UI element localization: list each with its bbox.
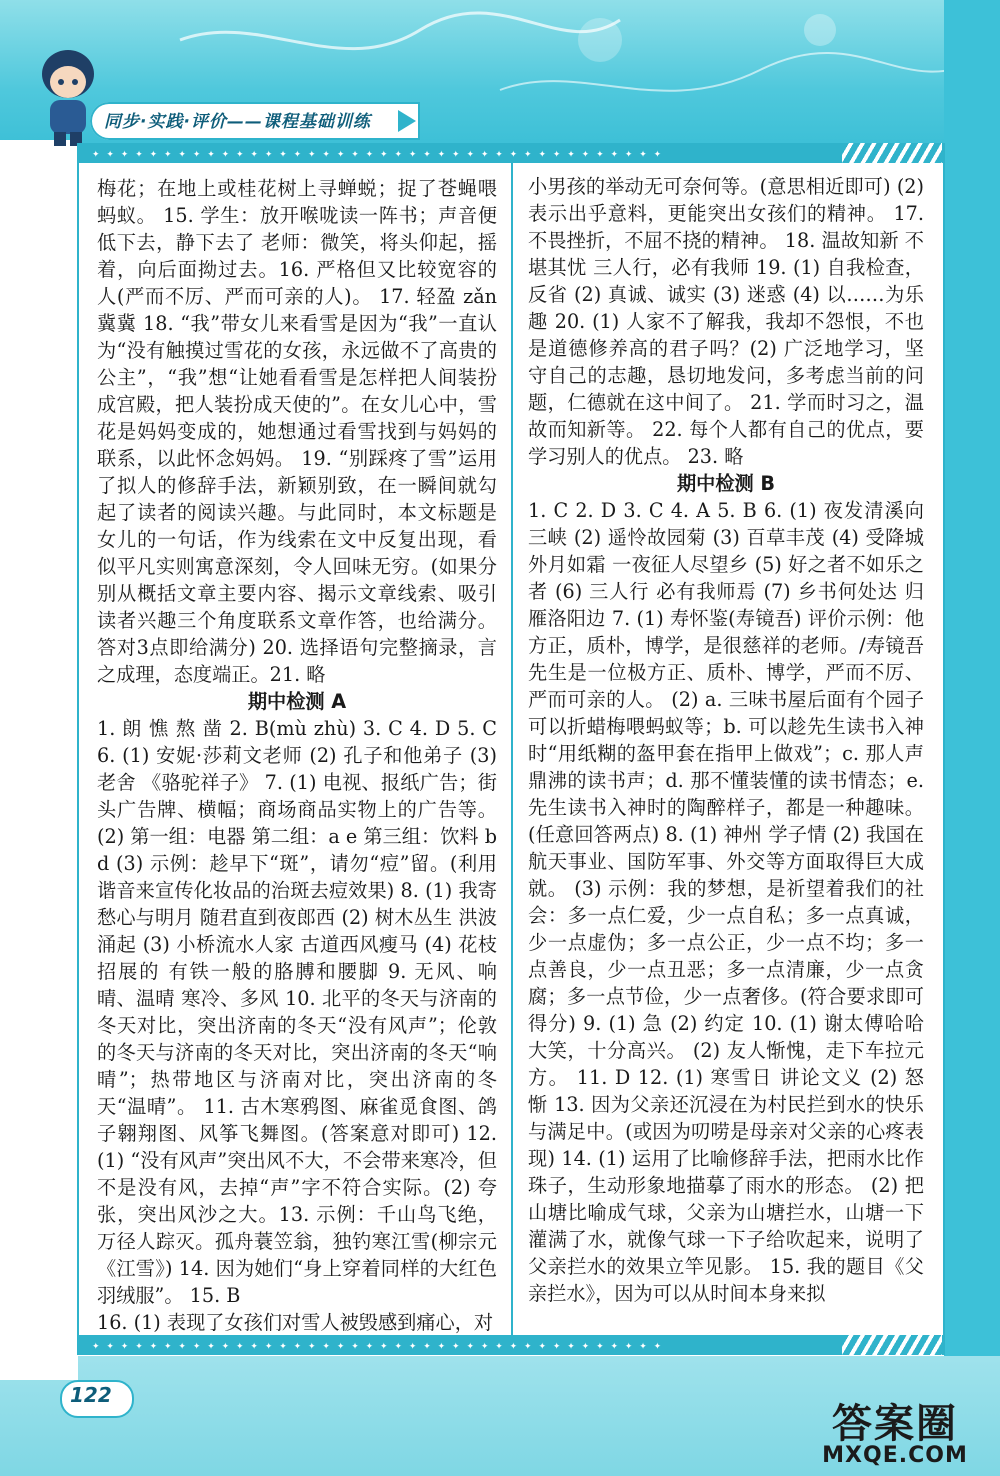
left-margin [0,140,78,1380]
section-heading: 期中检测 A [247,690,347,713]
watermark-url: MXQE.COM [822,1443,968,1468]
series-title: 同步·实践·评价——课程基础训练 [104,112,371,132]
answer-paragraph: 1. 朗 憔 熬 凿 2. B(mù zhù) 3. C 4. D 5. C 6. (1) 安妮·莎莉文老师 (2) 孔子和他弟子 (3) 老舍 《骆驼祥子》 7. (1) 电视、报纸广告；街头广告牌、横幅；商场商品实物上的广告等。 (2) 第一组：电器 第二组：a e 第三组：饮料 b d (3) 示例：趁早下“斑”，请勿“痘”留。(利用谐音来宣传化妆品的治斑去痘效果) 8. (1) 我寄愁心与明月 随君直到夜郎西 (2) 树木丛生 洪波涌起 (3) 小桥流水人家 古道西风瘦马 (4) 花枝招展的 有铁一般的胳膊和腰脚 9. 无风、响晴、温晴 寒冷、多风 10. 北平的冬天与济南的冬天对比，突出济南的冬天“没有风声”；伦敦的冬天与济南的冬天对比，突出济南的冬天“响晴”；热带地区与济南对比，突出济南的冬天“温晴”。 11. 古木寒鸦图、麻雀觅食图、鸽子翱翔图、风筝飞舞图。(答案意对即可) 12. (1) “没有风声”突出风不大，不会带来寒冷，但不是没有风，去掉“声”字不符合实际。(2) 夸张，突出风沙之大。13. 示例：千山鸟飞绝，万径人踪灭。孤舟蓑笠翁，独钓寒江雪(柳宗元《江雪》) 14. 因为她们“身上穿着同样的大红色羽绒服”。 15. B [97,717,497,1307]
answer-paragraph: 1. C 2. D 3. C 4. A 5. B 6. (1) 夜发清溪向三峡 (2) 遥怜故园菊 (3) 百草丰茂 (4) 受降城外月如霜 一夜征人尽望乡 (5) 好之者不如乐之者 (6) 三人行 必有我师焉 (7) 乡书何处达 归雁洛阳边 7. (1) 寿怀鉴(寿镜吾) 评价示例：他方正，质朴，博学，是很慈祥的老师。/寿镜吾先生是一位极方正、质朴、博学，严而不厉、严而可亲的人。 (2) a. 三味书屋后面有个园子可以折蜡梅喂蚂蚁等；b. 可以趁先生读书入神时“用纸糊的盔甲套在指甲上做戏”；c. 那人声鼎沸的读书声；d. 那不懂装懂的读书情态；e. 先生读书入神时的陶醉样子，都是一种趣味。 (任意回答两点) 8. (1) 神州 学子情 (2) 我国在航天事业、国防军事、外交等方面取得巨大成就。 (3) 示例：我的梦想，是祈望着我们的社会：多一点仁爱，少一点自私；多一点真诚，少一点虚伪；多一点公正，少一点不均；多一点善良，少一点丑恶；多一点清廉，少一点贪腐；多一点节俭，少一点奢侈。(符合要求即可得分) 9. (1) 急 (2) 约定 10. (1) 谢太傅哈哈大笑，十分高兴。 (2) 友人惭愧，走下车拉元方。 11. D 12. (1) 寒雪日 讲论文义 (2) 怒 惭 13. 因为父亲还沉浸在为村民拦到水的快乐与满足中。(或因为叨唠是母亲对父亲的心疼表现) 14. (1) 运用了比喻修辞手法，把雨水比作珠子，生动形象地描摹了雨水的形态。 (2) 把山塘比喻成气球，父亲为山塘拦水，山塘一下灌满了水，就像气球一下子给吹起来，说明了父亲拦水的效果立竿见影。 15. 我的题目《父亲拦水》，因为可以从时间本身来拟 [528,499,924,1305]
dots-decor-top: ✦ ✦ ✦ ✦ ✦ ✦ ✦ ✦ ✦ ✦ ✦ ✦ ✦ ✦ ✦ ✦ ✦ ✦ ✦ ✦ ✦ ✦ ✦ ✦ ✦ ✦ ✦ ✦ ✦ ✦ ✦ ✦ ✦ ✦ ✦ ✦ ✦ ✦ ✦ ✦ [92,150,664,160]
dots-decor-bottom: ✦ ✦ ✦ ✦ ✦ ✦ ✦ ✦ ✦ ✦ ✦ ✦ ✦ ✦ ✦ ✦ ✦ ✦ ✦ ✦ ✦ ✦ ✦ ✦ ✦ ✦ ✦ ✦ ✦ ✦ ✦ ✦ ✦ ✦ ✦ ✦ ✦ ✦ ✦ ✦ [92,1342,664,1352]
answer-paragraph: 小男孩的举动无可奈何等。(意思相近即可) (2) 表示出乎意料，更能突出女孩们的精神。 17. 不畏挫折，不屈不挠的精神。 18. 温故知新 不堪其忧 三人行，必有我师 19. (1) 自我检查，反省 (2) 真诚、诚实 (3) 迷惑 (4) 以……为乐趣 20. (1) 人家不了解我，我却不怨恨，不也是道德修养高的君子吗？(2) 广泛地学习，坚守自己的志趣，恳切地发问，多考虑当前的问题，仁德就在这中间了。 21. 学而时习之，温故而知新等。 22. 每个人都有自己的优点，要学习别人的优点。 23. 略 [528,175,924,468]
column-divider [511,163,513,1335]
answer-paragraph: 16. (1) 表现了女孩们对雪人被毁感到痛心，对 [97,1311,494,1334]
page-number: 122 [70,1383,112,1407]
header-arrow-icon [398,110,416,132]
answer-paragraph: 梅花；在地上或桂花树上寻蝉蜕；捉了苍蝇喂蚂蚁。 15. 学生：放开喉咙读一阵书；声音便低下去，静下去了 老师：微笑，将头仰起，摇着，向后面拗过去。16. 严格但又比较宽容的人(严而不厉、严而可亲的人)。 17. 轻盈 zǎn 冀冀 18. “我”带女儿来看雪是因为“我”一直认为“没有触摸过雪花的女孩，永远做不了高贵的公主”，“我”想“让她看看雪是怎样把人间装扮成宫殿，把人装扮成天使的”。在女儿心中，雪花是妈妈变成的，她想通过看雪找到与妈妈的联系，以此怀念妈妈。 19. “别踩疼了雪”运用了拟人的修辞手法，新颖别致，在一瞬间就勾起了读者的阅读兴趣。与此同时，本文标题是女儿的一句话，作为线索在文中反复出现，看似平凡实则寓意深刻，令人回味无穷。(如果分别从概括文章主要内容、揭示文章线索、吸引读者兴趣三个角度联系文章作答，也给满分。答对3点即给满分) 20. 选择语句完整摘录，言之成理，态度端正。21. 略 [97,177,497,686]
stripes-decor-top [842,143,942,163]
right-decor-band [944,0,1000,1476]
right-column [528,173,924,1307]
watermark [800,1392,990,1468]
section-heading: 期中检测 B [676,472,776,495]
watermark-logo: 答案圈 [832,1401,958,1447]
left-column [97,175,497,1336]
stripes-decor-bottom [842,1335,942,1355]
